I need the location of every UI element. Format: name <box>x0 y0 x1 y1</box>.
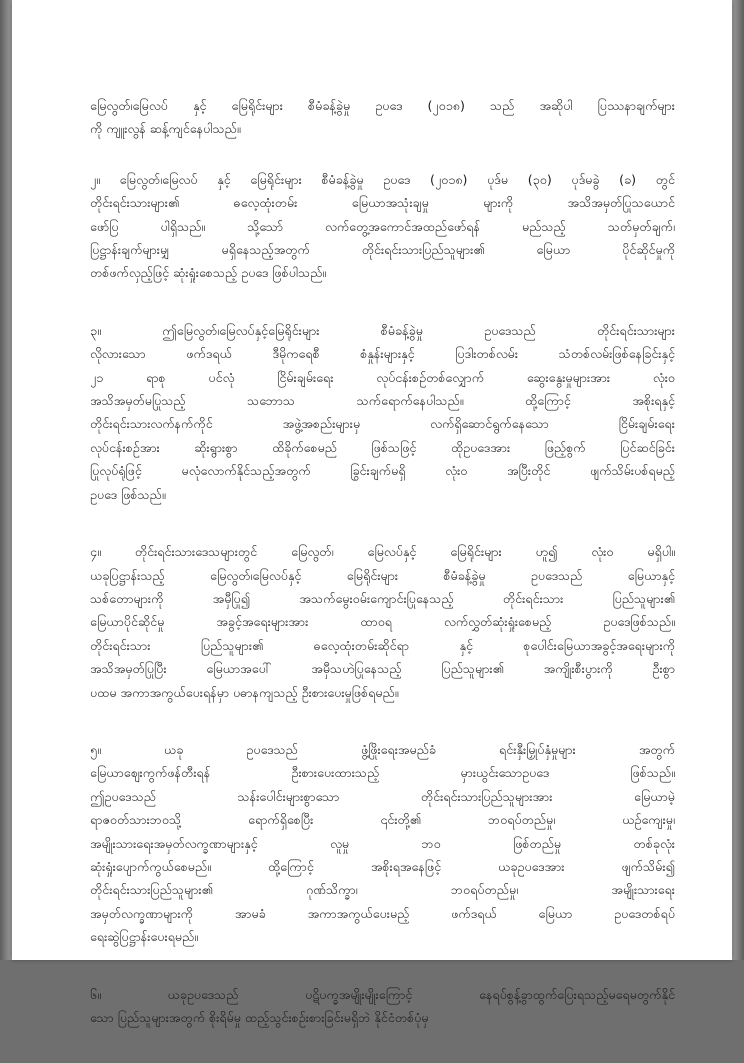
text-line: ပထမ အကာအကွယ်ပေးရန်မှာ ပဓာနကျသည့် ဦးစားပေးမှုဖြစ်ရမည်။ <box>90 684 399 700</box>
document-body <box>90 94 675 1063</box>
paragraph <box>90 738 675 949</box>
text-line: အမှတ်လက္ခဏာများကို အာမခံ အကာအကွယ်ပေးမည့် ဖက်ဒရယ် မြေယာ ဥပဒေတစ်ရပ် <box>90 905 675 921</box>
text-line: ယခုပြဋ္ဌာန်းသည့် မြေလွတ်၊မြေလပ်နှင့် မြေရိုင်းများ စီမံခန့်ခွဲမှု ဥပဒေသည် မြေယာနှင့် <box>90 567 675 583</box>
text-line: ပြုလုပ်ရုံဖြင့် မလုံလောက်နိုင်သည့်အတွက် ခြွင်းချက်မရှိ လုံးဝ အပြီးတိုင် ဖျက်သိမ်းပစ်ရမည့် <box>90 463 675 479</box>
text-line: ဥပဒေ ဖြစ်သည်။ <box>90 486 166 502</box>
paragraph <box>90 94 675 141</box>
text-line: သစ်တောများကို အမှီပြု၍ အသက်မွေးဝမ်းကျောင်းပြုနေသည့် တိုင်းရင်းသား ပြည်သူများ၏ <box>90 590 675 606</box>
text-line: မြေယာဈေးကွက်ဖန်တီးရန် ဦးစားပေးထားသည့် မှားယွင်းသောဥပဒေ ဖြစ်သည်။ <box>90 765 675 781</box>
text-line: ၂။ မြေလွတ်၊မြေလပ် နှင့် မြေရိုင်းများ စီမံခန့်ခွဲမှု ဥပဒေ (၂၀၁၈) ပုဒ်မ (၃၀) ပုဒ်မခွဲ (ခ) တွင် <box>90 171 675 187</box>
text-line: တိုင်းရင်းသားပြည်သူများ၏ ဂုဏ်သိက္ခာ၊ ဘဝရပ်တည်မှု၊ အမျိုးသားရေး <box>90 882 675 898</box>
text-line: လုပ်ငန်းစဉ်အား ဆိုးရွားစွာ ထိခိုက်စေမည် ဖြစ်သဖြင့် ထိုဥပဒေအား ဖြည့်စွက် ပြင်ဆင်ခြင်း <box>90 439 675 455</box>
text-line: မြေယာပိုင်ဆိုင်မှု အခွင့်အရေးများအား ထာဝရ လက်လွှတ်ဆုံးရှုံးစေမည့် ဥပဒေဖြစ်သည်။ <box>90 614 675 630</box>
text-line: အသိအမှတ်မပြုသည့် သဘောသ သက်ရောက်နေပါသည်။ ထို့ကြောင့် အစိုးရနှင့် <box>90 393 675 409</box>
text-line: မြေလွတ်၊မြေလပ် နှင့် မြေရိုင်းများ စီမံခန့်ခွဲမှု ဥပဒေ (၂၀၁၈) သည် အဆိုပါ ပြဿနာချက်များ <box>90 98 675 113</box>
text-line: ၅။ ယခု ဥပဒေသည် ဖွံ့ဖြိုးရေးအမည်ခံ ရင်းနှီးမြှုပ်နှံမှုများ အတွက် <box>90 741 675 757</box>
text-line: တိုင်းရင်းသား ပြည်သူများ၏ ဓလေ့ထုံးတမ်းဆိုင်ရာ နှင့် စုပေါင်းမြေယာအခွင့်အရေးများကို <box>90 637 675 653</box>
paragraph <box>90 983 675 1030</box>
text-line: ၂၁ ရာစု ပင်လုံ ငြိမ်းချမ်းရေး လုပ်ငန်းစဉ်တစ်လျှောက် ဆွေးနွေးမှုများအား လုံးဝ <box>90 369 675 385</box>
text-line: ရာဇဝတ်သားဘဝသို့ ရောက်ရှိစေပြီး ၎င်းတို့၏ ဘဝရပ်တည်မှု၊ ယဉ်ကျေးမှု၊ <box>90 812 675 828</box>
text-line: တစ်ဖက်လှည့်ဖြင့် ဆုံးရှုံးစေသည့် ဥပဒေ ဖြစ်ပါသည်။ <box>90 265 327 281</box>
text-line: ၆။ ယခုဥပဒေသည် ပဋိပက္ခအမျိုးမျိုးကြောင့် နေရပ်စွန့်ခွာထွက်ပြေးရသည့်မရေမတွက်နိုင် <box>90 986 675 1002</box>
text-line: အမျိုးသားရေးအမှတ်လက္ခဏာများနှင့် လူမှု ဘဝ ဖြစ်တည်မှု တစ်ခုလုံး <box>90 835 675 851</box>
text-line: သော ပြည်သူများအတွက် စိုးရိမ်မှု ထည့်သွင်းစဉ်းစားခြင်းမရှိဘဲ နိုင်ငံတစ်ပုံမှ <box>90 1010 429 1025</box>
text-line: ရေးဆွဲပြဋ္ဌာန်းပေးရမည်။ <box>90 929 199 945</box>
paragraph <box>90 319 675 506</box>
document-page <box>12 0 732 1025</box>
text-line: တိုင်းရင်းသားများ၏ ဓလေ့ထုံးတမ်း မြေယာအသုံးချမှု များကို အသိအမှတ်ပြုသယောင် <box>90 195 675 211</box>
text-line: လိုလားသော ဖက်ဒရယ် ဒီမိုကရေစီ စံနှုန်းများနှင့် ပြဒါးတစ်လမ်း သံတစ်လမ်းဖြစ်နေခြင်းနှင့် <box>90 346 675 362</box>
text-line: ပြဋ္ဌာန်းချက်များမျှ မရှိနေသည့်အတွက် တိုင်းရင်းသားပြည်သူများ၏ မြေယာ ပိုင်ဆိုင်မှုကို <box>90 242 675 258</box>
text-line: ဤဥပဒေသည် သန်းပေါင်းများစွာသော တိုင်းရင်းသားပြည်သူများအား မြေယာမဲ့ <box>90 788 675 804</box>
text-line: တိုင်းရင်းသားလက်နက်ကိုင် အဖွဲ့အစည်းများမှ လက်ရှိဆောင်ရွက်နေသော ငြိမ်းချမ်းရေး <box>90 416 675 432</box>
text-line: ၄။ တိုင်းရင်းသားဒေသများတွင် မြေလွတ်၊ မြေလပ်နှင့် မြေရိုင်းများ ဟူ၍ လုံးဝ မရှိပါ။ <box>90 544 675 560</box>
paragraph <box>90 168 675 285</box>
text-line: ဖော်ပြ ပါရှိသည်။ သို့သော် လက်တွေ့အကောင်အထည်ဖော်ရန် မည်သည့် သတ်မှတ်ချက်၊ <box>90 218 675 234</box>
text-line: ကို ကျူးလွန် ဆန့်ကျင်နေပါသည်။ <box>90 121 241 137</box>
text-line: ဆုံးရှုံးပျောက်ကွယ်စေမည်။ ထို့ကြောင့် အစိုးရအနေဖြင့် ယခုဥပဒေအား ဖျက်သိမ်း၍ <box>90 858 675 874</box>
text-line: အသိအမှတ်ပြုပြီး မြေယာအပေါ် အမှီသဟဲပြုနေသည့် ပြည်သူများ၏ အကျိုးစီးပွားကို ဦးစွာ <box>90 661 675 677</box>
text-line: ၃။ ဤမြေလွတ်၊မြေလပ်နှင့်မြေရိုင်းများ စီမံခန့်ခွဲမှု ဥပဒေသည် တိုင်းရင်းသားများ <box>90 322 675 338</box>
paragraph <box>90 540 675 704</box>
